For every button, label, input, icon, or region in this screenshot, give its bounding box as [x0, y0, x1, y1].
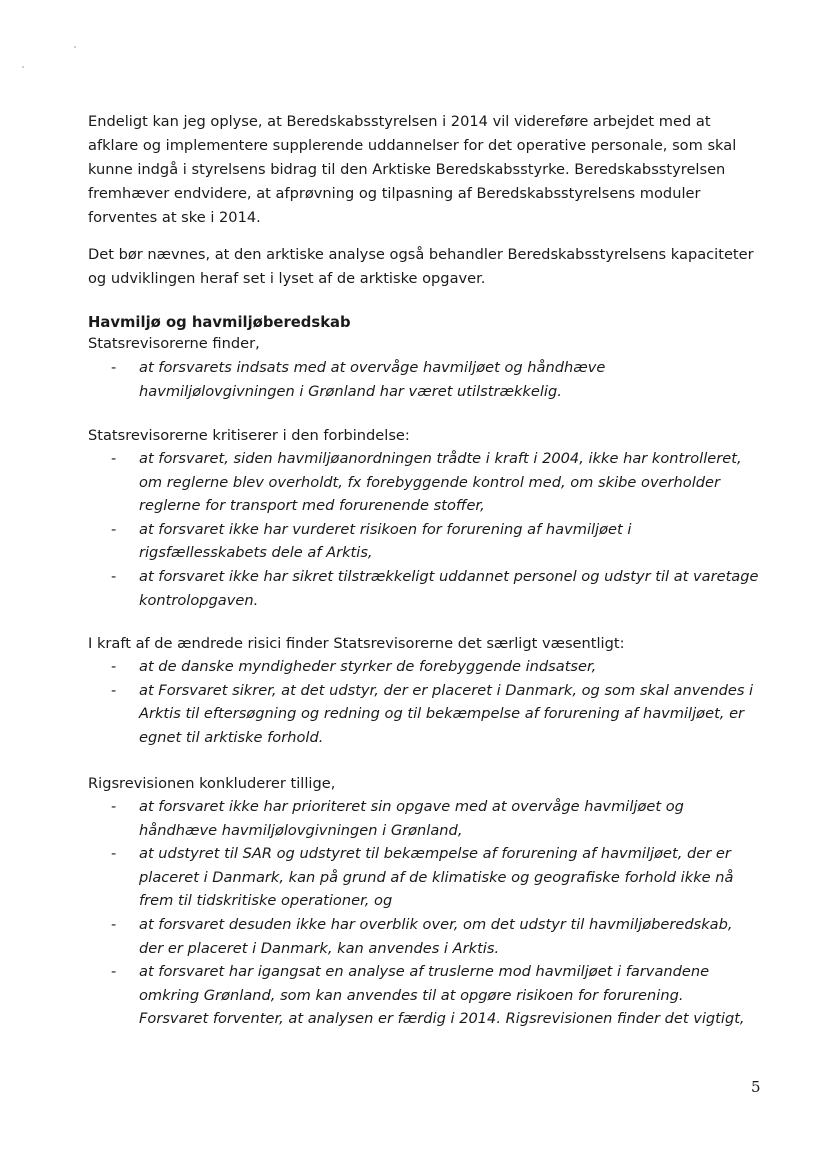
- list-item: [88, 518, 778, 565]
- list-item-line: frem til tidskritiske operationer, og: [139, 892, 393, 910]
- list-dash: -: [111, 359, 117, 376]
- list-item-line: egnet til arktiske forhold.: [139, 728, 324, 746]
- paragraph-line: og udviklingen heraf set i lyset af de arktiske opgaver.: [88, 270, 486, 287]
- list-item-line: Forsvaret forventer, at analysen er færdig i 2014. Rigsrevisionen finder det vigtigt,: [139, 1010, 745, 1028]
- list-item-line: at udstyret til SAR og udstyret til bekæmpelse af forurening af havmiljøet, der er: [139, 845, 731, 863]
- list-item: [88, 913, 778, 960]
- list-item: [88, 565, 778, 612]
- paragraph-line: Det bør nævnes, at den arktiske analyse også behandler Beredskabsstyrelsens kapaciteter: [88, 246, 754, 263]
- list-dash: -: [111, 658, 117, 675]
- list-item-line: at de danske myndigheder styrker de forebyggende indsatser,: [139, 658, 597, 675]
- list-dash: -: [111, 681, 117, 699]
- finder-list: [88, 356, 778, 403]
- rigs-intro: Rigsrevisionen konkluderer tillige,: [88, 775, 336, 792]
- rigs-list: [88, 795, 778, 1031]
- list-dash: -: [111, 915, 117, 933]
- list-dash: -: [111, 963, 117, 981]
- list-item-line: at forsvarets indsats med at overvåge havmiljøet og håndhæve: [139, 359, 606, 376]
- list-item-line: Arktis til eftersøgning og redning og til bekæmpelse af forurening af havmiljøet, er: [139, 705, 745, 723]
- list-item: [88, 679, 778, 750]
- list-item-line: at Forsvaret sikrer, at det udstyr, der er placeret i Danmark, og som skal anvendes i: [139, 681, 754, 699]
- list-dash: -: [111, 798, 117, 815]
- list-item-line: at forsvaret ikke har sikret tilstrækkeligt uddannet personel og udstyr til at varetage: [139, 567, 759, 585]
- list-item-line: havmiljølovgivningen i Grønland har været utilstrækkelig.: [139, 382, 562, 400]
- critic-list: [88, 447, 778, 612]
- paragraph-line: Endeligt kan jeg oplyse, at Beredskabsstyrelsen i 2014 vil videreføre arbejdet med at: [88, 113, 711, 130]
- list-item-line: håndhæve havmiljølovgivningen i Grønland,: [139, 821, 463, 839]
- list-item-line: rigsfællesskabets dele af Arktis,: [139, 544, 373, 562]
- paragraph-line: fremhæver endvidere, at afprøvning og tilpasning af Beredskabsstyrelsens moduler: [88, 185, 701, 202]
- paragraph-beredskabsstyrelsen: [88, 110, 760, 230]
- paragraph-line: forventes at ske i 2014.: [88, 209, 261, 226]
- critic-intro: Statsrevisorerne kritiserer i den forbindelse:: [88, 427, 410, 444]
- risk-intro: I kraft af de ændrede risici finder Statsrevisorerne det særligt væsentligt:: [88, 635, 625, 652]
- scan-speck: [74, 46, 76, 48]
- list-dash: -: [111, 567, 117, 585]
- list-item: [88, 447, 778, 518]
- list-item-line: reglerne for transport med forurenende stoffer,: [139, 497, 485, 515]
- list-dash: -: [111, 845, 117, 863]
- scan-speck: [22, 66, 24, 68]
- list-item: [88, 842, 778, 913]
- list-item-line: der er placeret i Danmark, kan anvendes i Arktis.: [139, 939, 500, 957]
- section-intro: Statsrevisorerne finder,: [88, 335, 260, 352]
- list-dash: -: [111, 450, 117, 467]
- list-item-line: om reglerne blev overholdt, fx forebyggende kontrol med, om skibe overholder: [139, 473, 721, 491]
- list-item-line: at forsvaret har igangsat en analyse af truslerne mod havmiljøet i farvandene: [139, 963, 710, 981]
- paragraph-arktisk-analyse: [88, 243, 760, 291]
- list-item-line: at forsvaret ikke har vurderet risikoen for forurening af havmiljøet i: [139, 520, 632, 538]
- risk-list: [88, 655, 778, 749]
- paragraph-line: afklare og implementere supplerende uddannelser for det operative personale, som skal: [88, 137, 737, 154]
- list-item-line: placeret i Danmark, kan på grund af de klimatiske og geografiske forhold ikke nå: [139, 868, 734, 886]
- list-item-line: at forsvaret ikke har prioriteret sin opgave med at overvåge havmiljøet og: [139, 798, 684, 815]
- list-item-line: at forsvaret, siden havmiljøanordningen trådte i kraft i 2004, ikke har kontrolleret,: [139, 450, 742, 467]
- list-item-line: omkring Grønland, som kan anvendes til at opgøre risikoen for forurening.: [139, 986, 684, 1004]
- list-item: [88, 795, 778, 842]
- paragraph-line: kunne indgå i styrelsens bidrag til den Arktiske Beredskabsstyrke. Beredskabsstyrelsen: [88, 161, 726, 178]
- list-item-line: at forsvaret desuden ikke har overblik over, om det udstyr til havmiljøberedskab,: [139, 915, 733, 933]
- section-heading: Havmiljø og havmiljøberedskab: [88, 314, 351, 331]
- page-number: 5: [751, 1078, 761, 1096]
- list-dash: -: [111, 520, 117, 538]
- list-item: [88, 960, 778, 1031]
- list-item-line: kontrolopgaven.: [139, 591, 259, 609]
- list-item: [88, 655, 778, 679]
- list-item: [88, 356, 778, 403]
